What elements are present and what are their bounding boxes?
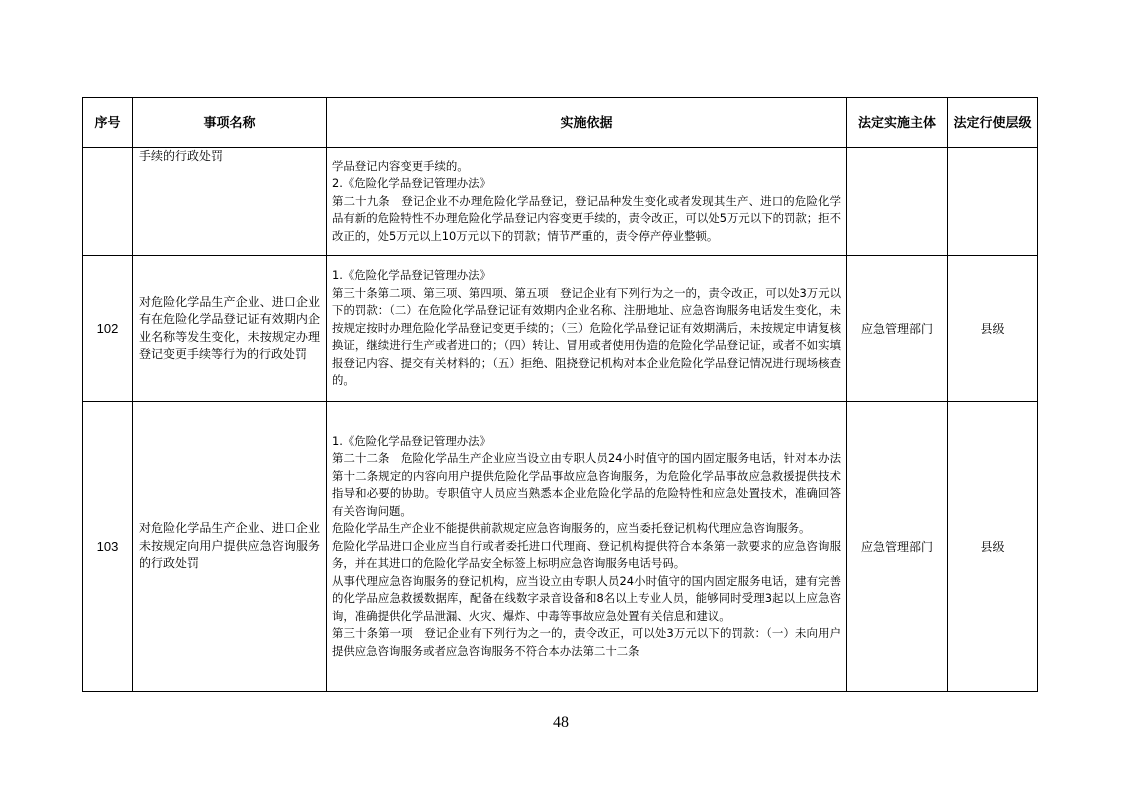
row-serial-no: [83, 148, 133, 256]
header-legal-basis: 实施依据: [327, 98, 847, 148]
basis-paragraph: 第二十二条 危险化学品生产企业应当设立由专职人员24小时值守的国内固定服务电话，针对本办法第十二条规定的内容向用户提供危险化学品事故应急咨询服务，为危险化学品事故应急救援提供技术指导和必要的协助。专职值守人员应当熟悉本企业危险化学品的危险特性和应急处置技术，准确回答有关咨询问题。: [332, 451, 841, 518]
basis-paragraph: 危险化学品生产企业不能提供前款规定应急咨询服务的，应当委托登记机构代理应急咨询服务。: [332, 521, 811, 536]
row-implementing-body: 应急管理部门: [847, 402, 948, 692]
basis-paragraph: 2.《危险化学品登记管理办法》: [332, 176, 491, 191]
row-legal-basis: [327, 148, 847, 256]
basis-paragraph: 1.《危险化学品登记管理办法》: [332, 433, 491, 448]
row-item-name: 手续的行政处罚: [133, 148, 327, 256]
basis-paragraph: 从事代理应急咨询服务的登记机构，应当设立由专职人员24小时值守的国内固定服务电话，建有完善的化学品应急救援数据库，配备在线数字录音设备和8名以上专业人员，能够同时受理3起以上应急咨询，准确提供化学品泄漏、火灾、爆炸、中毒等事故应急处置有关信息和建议。: [332, 573, 841, 623]
page-number: 48: [553, 714, 569, 731]
basis-paragraph: 学品登记内容变更手续的。: [332, 158, 469, 173]
row-implementing-body: 应急管理部门: [847, 256, 948, 402]
row-authority-level: 县级: [948, 402, 1038, 692]
row-authority-level: 县级: [948, 256, 1038, 402]
row-serial-no: 103: [83, 402, 133, 692]
row-implementing-body: [847, 148, 948, 256]
header-implementing-body: 法定实施主体: [847, 98, 948, 148]
table-row: [83, 402, 1038, 692]
row-authority-level: [948, 148, 1038, 256]
basis-paragraph: 第二十九条 登记企业不办理危险化学品登记，登记品种发生变化或者发现其生产、进口的危险化学品有新的危险特性不办理危险化学品登记内容变更手续的，责令改正，可以处5万元以下的罚款；拒不改正的，处5万元以上10万元以下的罚款；情节严重的，责令停产停业整顿。: [332, 193, 841, 243]
basis-paragraph: 第三十条第一项 登记企业有下列行为之一的，责令改正，可以处3万元以下的罚款：（一）未向用户提供应急咨询服务或者应急咨询服务不符合本办法第二十二条: [332, 626, 841, 658]
basis-paragraph: 1.《危险化学品登记管理办法》: [332, 268, 491, 283]
row-legal-basis: [327, 256, 847, 402]
header-item-name: 事项名称: [133, 98, 327, 148]
table-row: [83, 256, 1038, 402]
basis-paragraph: 第三十条第二项、第三项、第四项、第五项 登记企业有下列行为之一的，责令改正，可以处3万元以下的罚款：（二）在危险化学品登记证有效期内企业名称、注册地址、应急咨询服务电话发生变化，未按规定按时办理危险化学品登记变更手续的；（三）危险化学品登记证有效期满后，未按规定申请复核换证，继续进行生产或者进口的；（四）转让、冒用或者使用伪造的危险化学品登记证，或者不如实填报登记内容、提交有关材料的；（五）拒绝、阻挠登记机构对本企业危险化学品登记情况进行现场核查的。: [332, 285, 841, 388]
enforcement-items-table: [82, 97, 1038, 692]
header-serial-no: 序号: [83, 98, 133, 148]
row-item-name: 对危险化学品生产企业、进口企业未按规定向用户提供应急咨询服务的行政处罚: [133, 402, 327, 692]
row-serial-no: 102: [83, 256, 133, 402]
table-header-row: [83, 98, 1038, 148]
header-authority-level: 法定行使层级: [948, 98, 1038, 148]
row-item-name: 对危险化学品生产企业、进口企业有在危险化学品登记证有效期内企业名称等发生变化，未按规定办理登记变更手续等行为的行政处罚: [133, 256, 327, 402]
basis-paragraph: 危险化学品进口企业应当自行或者委托进口代理商、登记机构提供符合本条第一款要求的应急咨询服务，并在其进口的危险化学品安全标签上标明应急咨询服务电话号码。: [332, 538, 841, 571]
table-row: [83, 148, 1038, 256]
row-legal-basis: [327, 402, 847, 692]
